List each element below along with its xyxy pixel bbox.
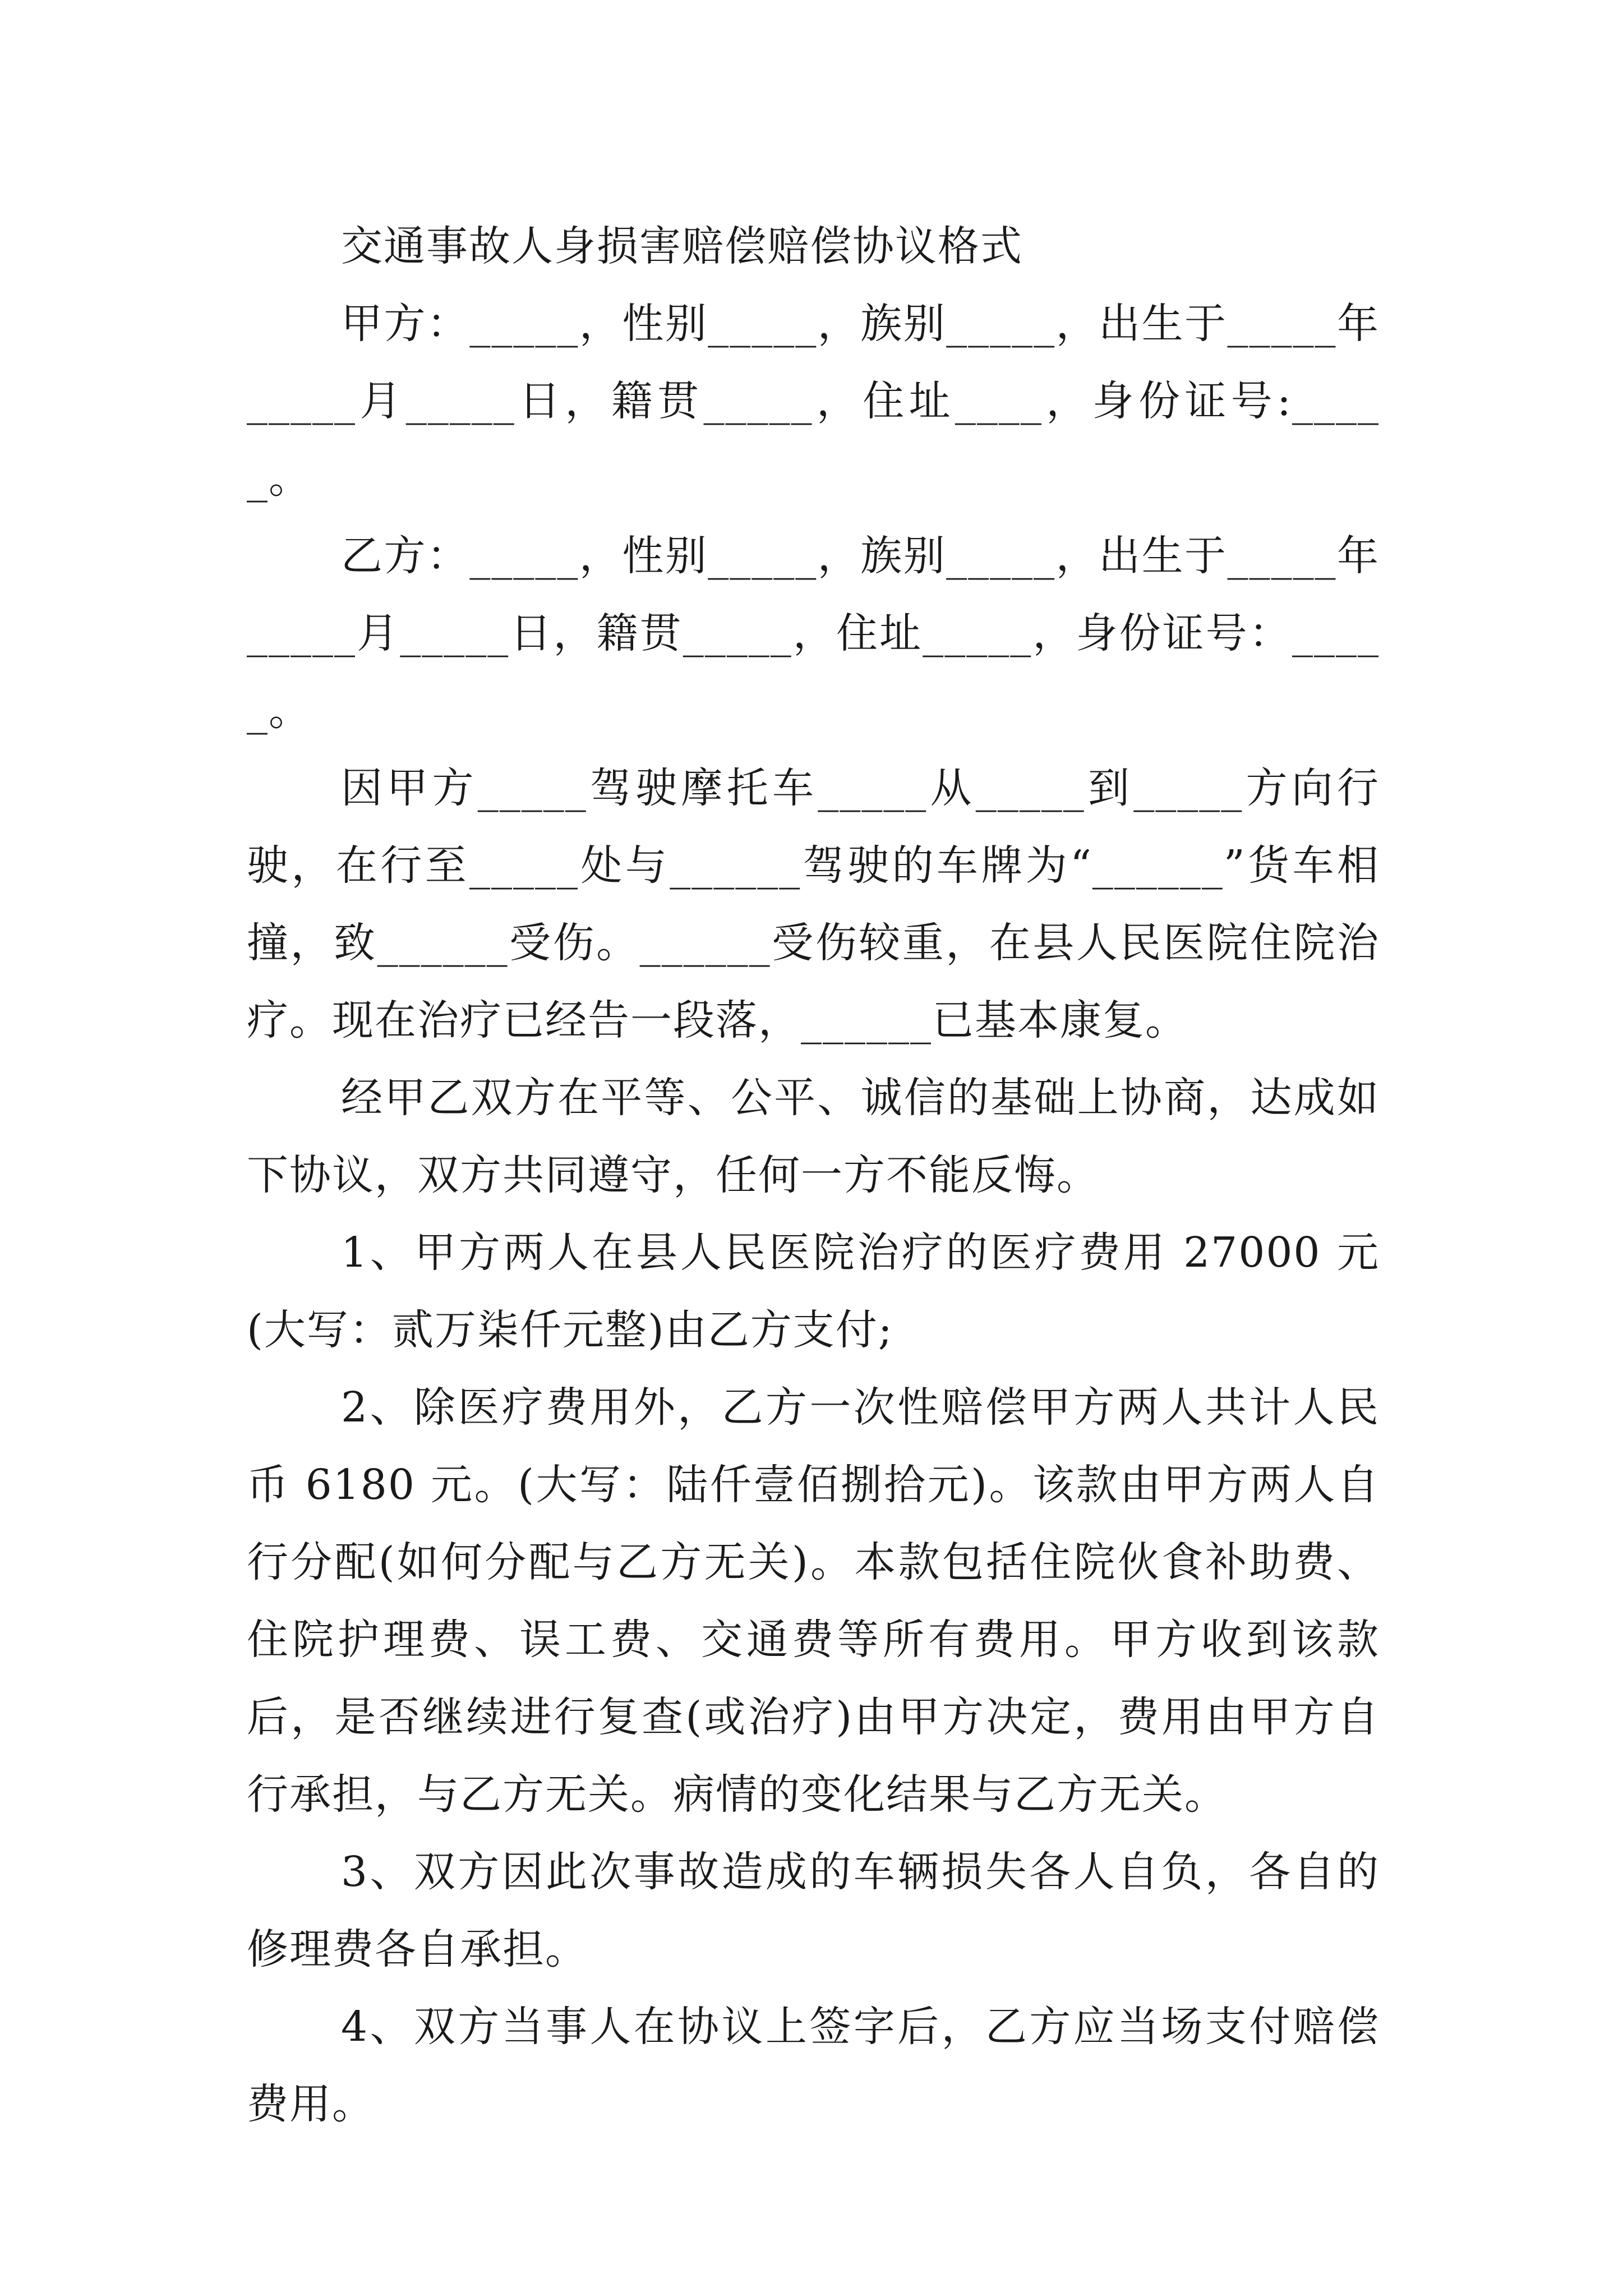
document-body [247, 208, 1380, 2143]
clause-3: 3、双方因此次事故造成的车辆损失各人自负，各自的修理费各自承担。 [247, 1848, 1380, 1973]
clause-1: 1、甲方两人在县人民医院治疗的医疗费用 27000 元(大写：贰万柒仟元整)由乙方支付; [247, 1228, 1380, 1354]
clause-2: 2、除医疗费用外，乙方一次性赔偿甲方两人共计人民币 6180 元。(大写：陆仟壹佰捌拾元)。该款由甲方两人自行分配(如何分配与乙方无关)。本款包括住院伙食补助费、住院护理费、误工费、交通费等所有费用。甲方收到该款后，是否继续进行复查(或治疗)由甲方决定，费用由甲方自行承担，与乙方无关。病情的变化结果与乙方无关。 [247, 1383, 1380, 1819]
clause-4: 4、双方当事人在协议上签字后，乙方应当场支付赔偿费用。 [247, 2003, 1380, 2128]
accident-description: 因甲方_____驾驶摩托车_____从_____到_____方向行驶，在行至_____处与______驾驶的车牌为“______”货车相撞，致______受伤。______受伤较重，在县人民医院住院治疗。现在治疗已经告一段落，______已基本康复。 [247, 764, 1380, 1045]
party-b-info: 乙方：_____，性别_____，族别_____，出生于_____年_____月_____日，籍贯_____，住址_____，身份证号：_____。 [247, 532, 1380, 735]
agreement-preamble: 经甲乙双方在平等、公平、诚信的基础上协商，达成如下协议，双方共同遵守，任何一方不能反悔。 [247, 1074, 1380, 1199]
party-a-info: 甲方：_____，性别_____，族别_____，出生于_____年_____月_____日，籍贯_____，住址____，身份证号:_____。 [247, 300, 1380, 503]
document-title: 交通事故人身损害赔偿赔偿协议格式 [341, 222, 1023, 270]
